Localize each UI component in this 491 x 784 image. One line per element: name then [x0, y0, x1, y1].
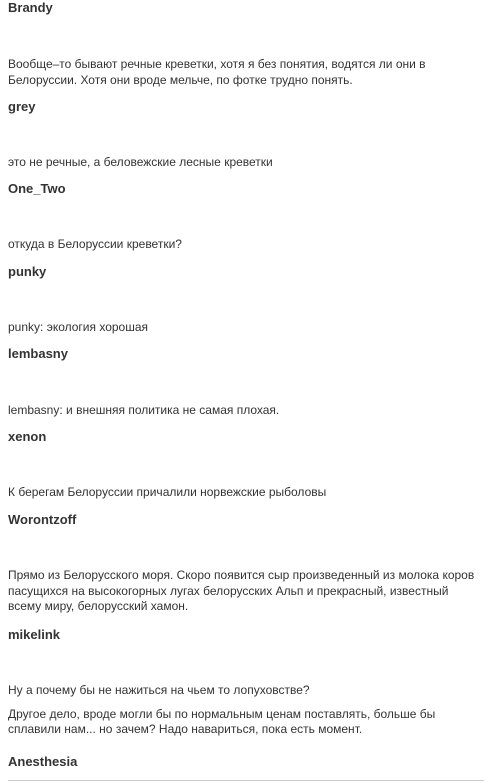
- comment-paragraph: Прямо из Белорусского моря. Скоро появится сыр произведенный из молока коров пасущихся на высокогорных лугах белорусских Альп и прекрасный, известный всему миру, белорусский хамон.: [8, 568, 475, 613]
- comment-text: [8, 155, 484, 171]
- comment-text: [8, 237, 484, 253]
- comment-divider: [8, 780, 484, 781]
- comment-text: [8, 320, 484, 336]
- comment-paragraph: punky: экология хорошая: [8, 320, 149, 334]
- comment-author[interactable]: mikelink: [8, 627, 61, 642]
- comment-paragraph: Ну а почему бы не нажиться на чьем то лопуховстве?: [8, 683, 310, 697]
- comment-paragraph: К берегам Белоруссии причалили норвежские рыболовы: [8, 485, 327, 499]
- comment-author[interactable]: Brandy: [8, 0, 53, 15]
- comment-paragraph: Вообще–то бывают речные креветки, хотя я без понятия, водятся ли они в Белоруссии. Хотя они вроде мельче, по фотке трудно понять.: [8, 57, 426, 87]
- comment-author[interactable]: grey: [8, 99, 36, 114]
- comment-author[interactable]: xenon: [8, 429, 47, 444]
- comment-paragraph: откуда в Белоруссии креветки?: [8, 237, 182, 251]
- comment-author[interactable]: punky: [8, 264, 47, 279]
- comment-text: [8, 485, 484, 501]
- comment-paragraph: это не речные, а беловежские лесные креветки: [8, 155, 273, 169]
- comment-author[interactable]: lembasny: [8, 346, 68, 361]
- comment-text: [8, 568, 484, 615]
- comment-author[interactable]: Worontzoff: [8, 512, 77, 527]
- comment-author[interactable]: One_Two: [8, 181, 66, 196]
- comment-paragraph: Другое дело, вроде могли бы по нормальным ценам поставлять, больше бы сплавили нам... но зачем? Надо навариться, пока есть момент.: [8, 706, 436, 736]
- comment-text: [8, 683, 484, 738]
- comment-author[interactable]: Anesthesia: [8, 754, 78, 769]
- comment-text: [8, 57, 484, 88]
- comment-paragraph: lembasny: и внешняя политика не самая плохая.: [8, 403, 280, 417]
- comment-text: [8, 403, 484, 419]
